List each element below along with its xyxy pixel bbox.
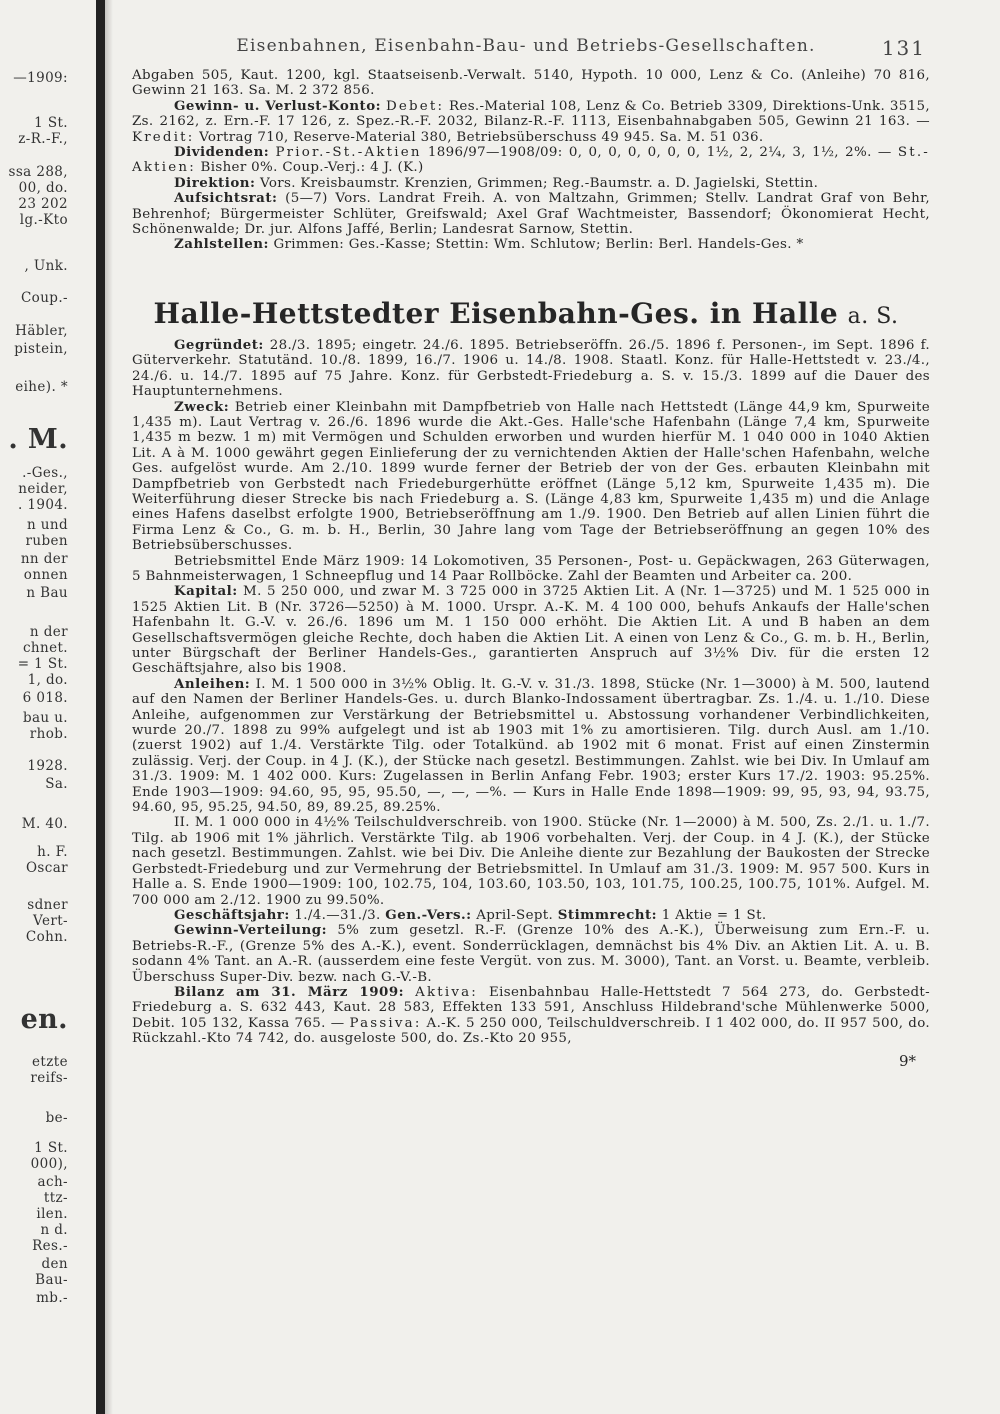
facing-page-text-fragment: , Unk. [24,258,68,274]
gewinnverteilung-section: Gewinn-Verteilung: 5% zum gesetzl. R.-F. (Grenze 10% des A.-K.), Überweisung zum Ern.-F. u. Betriebs-R.-F., (Grenze 5% des A.-K.), event. Sonderrücklagen, demnächst bis 4% Div. an Aktien Lit. A. u. B. sodann 4% Tant. an A.-R. (ausserdem eine feste Vergüt. von zus. M. 3000), Tant. an Vorst. u. Beamte, verbleib. Überschuss Super-Div. bezw. nach G.-V.-B. [132,922,931,985]
anleihen-ii-section: II. M. 1 000 000 in 4½% Teilschuldverschreib. von 1900. Stücke (Nr. 1—2000) à M. 500, Zs. 2./1. u. 1./7. Tilg. ab 1906 mit 1% jährlich. Verstärkte Tilg. ab 1906 vorbehalten. Verj. der Coup. in 4 J. (K.), der Stücke nach gesetzl. Bestimmungen. Zahlst. wie bei Div. Die Anleihe diente zur Bezahlung der Baukosten der Strecke Gerbstedt-Friedeburg und zur Vermehrung der Betriebsmittel. In Umlauf am 31./3. 1909: M. 957 500. Kurs in Halle a. S. Ende 1900—1909: 100, 102.75, 104, 103.60, 103.50, 103, 101.75, 100.25, 100.75, 101%. Aufgel. M. 700 000 am 2./12. 1900 zu 99.50%. [132,815,930,908]
facing-page-text-fragment: 00, do. [18,180,68,196]
facing-page-text-fragment: z-R.-F., [18,131,68,147]
facing-page-text-fragment: ssa 288, [8,164,68,180]
prev-aufsichtsrat: Aufsichtsrat: (5—7) Vors. Landrat Freih. A. von Maltzahn, Grimmen; Stellv. Landrat Graf von Behr, Behrenhof; Bürgermeister Schlüter, Greifswald; Axel Graf Wachtmeister, Bassendorf; Ökonomierat Hecht, Schönenwalde; Dr. jur. Alfons Jaffé, Berlin; Landesrat Sarnow, Stettin. [132,190,931,238]
facing-page-text-fragment: ilen. [36,1206,68,1222]
facing-page-text-fragment: n und [26,517,68,533]
facing-page-text-fragment: chnet. [22,640,68,656]
bilanz-section: Bilanz am 31. März 1909: Aktiva: Eisenbahnbau Halle-Hettstedt 7 564 273, do. Gerbstedt-Friedeburg a. S. 632 443, Kaut. 28 583, Effekten 133 591, Anschluss Hildebrand'sche Mühlenwerke 5000, Debit. 105 132, Kassa 765. — Passiva: A.-K. 5 250 000, Teilschuldverschreib. I 1 402 000, do. II 957 500, do. Rückzahl.-Kto 74 742, do. ausgeloste 500, do. Zs.-Kto 20 955, [132,983,930,1047]
facing-page-text-fragment: n Bau [26,585,68,601]
betriebsmittel-section: Betriebsmittel Ende März 1909: 14 Lokomotiven, 35 Personen-, Post- u. Gepäckwagen, 263 Güterwagen, 5 Bahnmeisterwagen, 1 Schneepflug und 14 Paar Rollböcke. Zahl der Beamten und Arbeiter ca. 200. [132,553,930,584]
facing-page-fragment [0,0,94,1414]
company-title: Halle-Hettstedter Eisenbahn-Ges. in Halle a. S. [153,296,899,330]
facing-page-text-fragment: be- [45,1110,68,1126]
facing-page-text-fragment: den [41,1256,68,1272]
prev-zahlstellen: Zahlstellen: Grimmen: Ges.-Kasse; Stettin: Wm. Schlutow; Berlin: Berl. Handels-Ges. * [174,236,804,253]
facing-page-text-fragment: Oscar [25,860,68,876]
facing-page-text-fragment: M. 40. [21,816,68,832]
facing-page-text-fragment: pistein, [14,341,68,357]
zweck-section: Zweck: Betrieb einer Kleinbahn mit Dampfbetrieb von Halle nach Hettstedt (Länge 44,9 km, Spurweite 1,435 m). Laut Vertrag v. 26./6. 1896 wurde die Akt.-Ges. Halle'sche Hafenbahn (Länge 7,4 km, Spurweite 1,435 m bezw. 1 m) mit Vermögen und Schulden erworben und wurden hierfür M. 1 040 000 in 1040 Aktien Lit. A à M. 1000 gewährt gegen Einlieferung der zu vernichtenden Aktien der Halle'schen Hafenbahn, welche Ges. aufgelöst wurde. Am 2./10. 1899 wurde ferner der Betrieb der von der Ges. erbauten Kleinbahn mit Dampfbetrieb von Gerbstedt nach Friedeburgerhütte eröffnet (Länge 5,12 km, Spurweite 1,435 m). Die Weiterführung dieser Strecke bis nach Friedeburg a. S. (Länge 4,83 km, Spurweite 1,435 m) und die Anlage eines Hafens daselbst erfolgte 1900, Betriebseröffnung am 1./9. 1900. Den Betrieb auf allen Linien führt die Firma Lenz & Co., G. m. b. H., Berlin, 30 Jahre lang vom Tage der Betriebseröffnung an gegen 10% des Betriebsüberschusses. [132,398,930,554]
kapital-section: Kapital: M. 5 250 000, und zwar M. 3 725 000 in 3725 Aktien Lit. A (Nr. 1—3725) und M. 1 525 000 in 1525 Aktien Lit. B (Nr. 3726—5250) à M. 1000. Urspr. A.-K. M. 4 100 000, behufs Ankaufs der Halle'schen Hafenbahn lt. G.-V. v. 26./6. 1896 um M. 1 150 000 erhöht. Die Aktien Lit. A und B haben an dem Gesellschaftsvermögen gleiche Rechte, doch haben die Aktien Lit. A einen von Lenz & Co., G. m. b. H., Berlin, unter Bürgschaft der Berliner Handels-Ges., garantierten Anspruch auf 3½% Div. für die ersten 12 Geschäftsjahre, also bis 1908. [132,583,930,677]
previous-company-entry [122,68,930,253]
facing-page-text-fragment: onnen [23,567,68,583]
facing-page-text-fragment: n d. [40,1222,68,1238]
facing-page-text-fragment: 1928. [27,758,68,774]
gegruendet-section: Gegründet: 28./3. 1895; eingetr. 24./6. 1895. Betriebseröffn. 26./5. 1896 f. Personen-, im Sept. 1896 f. Güterverkehr. Statutänd. 10./8. 1899, 16./7. 1906 u. 14./8. 1908. Staatl. Konz. für Halle-Hettstedt v. 23./4., 24./6. u. 14./7. 1895 auf 75 Jahre. Konz. für Gerbstedt-Friedeburg a. S. v. 15./3. 1899 auf die Dauer des Hauptunternehmens. [132,336,930,400]
facing-page-text-fragment: 000), [30,1156,68,1172]
facing-page-text-fragment: sdner [27,897,68,913]
prev-direktion: Direktion: Vors. Kreisbaumstr. Krenzien, Grimmen; Reg.-Baumstr. a. D. Jagielski, Stettin. [174,174,819,191]
geschaeftsjahr-section: Geschäftsjahr: 1./4.—31./3. Gen.-Vers.: April-Sept. Stimmrecht: 1 Aktie = 1 St. [174,906,767,923]
facing-page-text-fragment: reifs- [30,1070,68,1086]
facing-page-text-fragment: nn der [20,551,68,567]
facing-page-text-fragment: 1 St. [34,1140,68,1156]
facing-page-text-fragment: eihe). * [15,379,68,395]
prev-balance-tail: Abgaben 505, Kaut. 1200, kgl. Staatseisenb.-Verwalt. 5140, Hypoth. 10 000, Lenz & Co. (Anleihe) 70 816, Gewinn 21 163. Sa. M. 2 372 856. [132,68,930,99]
facing-page-text-fragment: lg.-Kto [19,212,68,228]
signature-mark: 9* [898,1051,916,1070]
facing-page-text-fragment: Vert- [33,913,68,929]
facing-page-text-fragment: Cohn. [25,929,68,945]
anleihen-section: Anleihen: I. M. 1 500 000 in 3½% Oblig. lt. G.-V. v. 31./3. 1898, Stücke (Nr. 1—3000) à M. 500, lautend auf den Namen der Berliner Handels-Ges. u. durch Blanko-Indossament übertragbar. Zs. 1./4. u. 1./10. Diese Anleihe, aufgenommen zur Verstärkung der Betriebsmittel u. Abstossung vorhandener Verbindlichkeiten, wurde 20./7. 1898 zu 99% aufgelegt und ist ab 1903 mit 1% zu amortisieren. Tilg. durch Ausl. am 1./10. (zuerst 1902) auf 1./4. Verstärkte Tilg. oder Totalkünd. ab 1902 mit 6 monat. Frist auf einen Zinstermin zulässig. Verj. der Coup. in 4 J. (K.), der Stücke nach gesetzl. Bestimmungen. Zahlst. wie bei Div. In Umlauf am 31./3. 1909: M. 1 402 000. Kurs: Zugelassen in Berlin Anfang Febr. 1903; erster Kurs 17./2. 1903: 95.25%. Ende 1903—1909: 94.60, 95, 95, 95.50, —, —, —%. — Kurs in Halle Ende 1898—1909: 99, 95, 93, 94, 93.75, 94.60, 95, 95.25, 94.50, 89, 89.25, 89.25%. [132,675,930,816]
facing-page-text-fragment: Sa. [45,776,68,792]
facing-page-text-fragment: ttz- [43,1190,68,1206]
facing-page-text-fragment: mb.- [36,1290,68,1306]
page-number: 131 [881,36,926,60]
facing-page-text-fragment: etzte [32,1054,68,1070]
facing-page-text-fragment: neider, [18,481,68,497]
facing-page-text-fragment: en. [20,1004,68,1035]
facing-page-text-fragment: 1 St. [34,115,68,131]
page [122,36,930,1070]
facing-page-text-fragment: Häbler, [15,323,68,339]
facing-page-text-fragment: . 1904. [17,497,68,513]
facing-page-text-fragment: —1909: [13,70,68,86]
facing-page-text-fragment: bau u. [22,710,68,726]
prev-dividenden: Dividenden: Prior.-St.-Aktien 1896/97—1908/09: 0, 0, 0, 0, 0, 0, 0, 1½, 2, 2¼, 3, 1½, 2%. — St.-Aktien: Bisher 0%. Coup.-Verj.: 4 J. (K.) [132,144,930,176]
facing-page-text-fragment: ach- [37,1174,68,1190]
facing-page-text-fragment: Bau- [35,1272,68,1288]
facing-page-text-fragment: .-Ges., [22,465,68,481]
facing-page-text-fragment: . M. [8,424,68,455]
facing-page-text-fragment: 1, do. [27,672,68,688]
facing-page-text-fragment: 6 018. [22,690,68,706]
facing-page-text-fragment: Res.- [32,1238,68,1254]
company-entry [122,338,930,1070]
facing-page-text-fragment: 23 202 [18,196,68,212]
running-head-title: Eisenbahnen, Eisenbahn-Bau- und Betriebs-Gesellschaften. [236,36,816,56]
facing-page-text-fragment: h. F. [37,844,68,860]
facing-page-text-fragment: Coup.- [20,290,68,306]
facing-page-text-fragment: rhob. [29,726,68,742]
facing-page-text-fragment: n der [29,624,68,640]
book-spine-shadow [96,0,105,1414]
running-head [122,36,930,68]
facing-page-text-fragment: ruben [25,533,68,549]
gutter-shade [105,0,113,1414]
facing-page-text-fragment: = 1 St. [17,656,68,672]
prev-gewinn-konto: Gewinn- u. Verlust-Konto: Debet: Res.-Material 108, Lenz & Co. Betrieb 3309, Direktions-Unk. 3515, Zs. 2162, z. Ern.-F. 17 126, z. Spez.-R.-F. 2032, Bilanz-R.-F. 1113, Eisenbahnabgaben 505, Gewinn 21 163. — Kredit: Vortrag 710, Reserve-Material 380, Betriebsüberschuss 49 945. Sa. M. 51 036. [132,97,931,145]
